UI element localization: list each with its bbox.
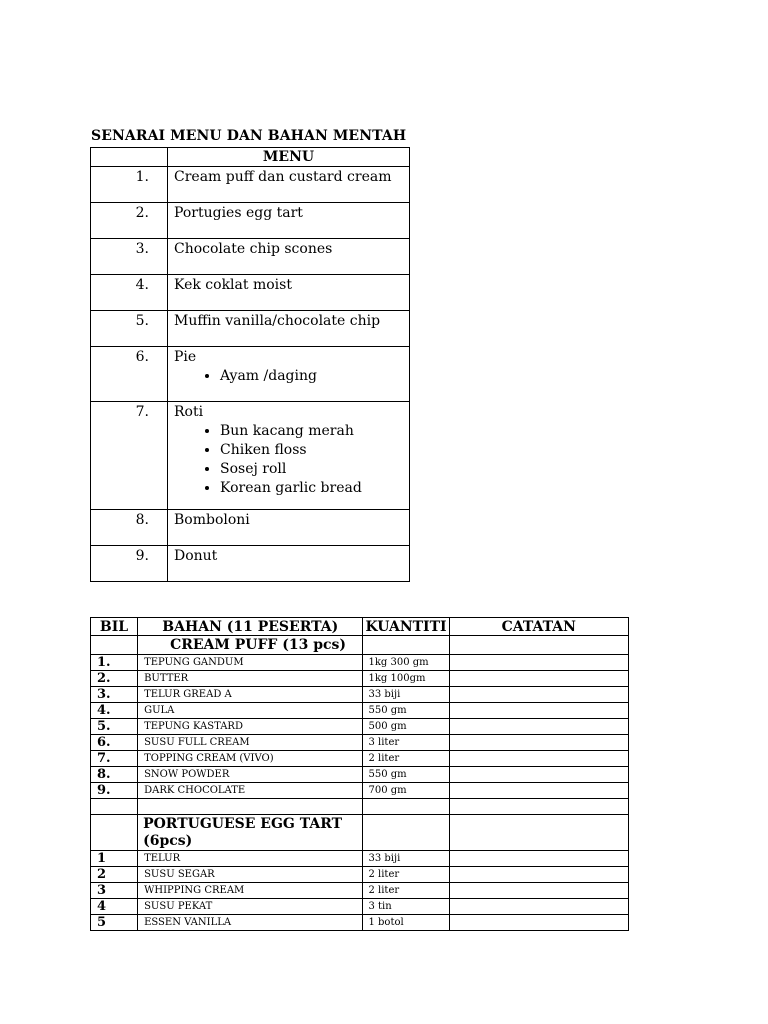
menu-item-label: Chocolate chip scones <box>174 241 333 257</box>
ingredient-quantity: 2 liter <box>363 751 449 767</box>
ingredient-row <box>91 867 629 883</box>
section-row-cream-puff <box>91 636 629 655</box>
ingredient-quantity: 500 gm <box>363 719 449 735</box>
ingredient-bil: 2 <box>91 867 138 883</box>
menu-item-cell <box>168 402 410 510</box>
ingredient-row <box>91 783 629 799</box>
menu-row <box>91 510 410 546</box>
ingredient-quantity: 3 liter <box>363 735 449 751</box>
ingredient-note <box>449 671 628 687</box>
ingredient-name: WHIPPING CREAM <box>138 883 363 899</box>
ingredients-table <box>90 617 629 931</box>
menu-item-label: Pie <box>174 349 197 365</box>
section-kuantiti-cell <box>363 815 449 851</box>
ingredient-bil: 3 <box>91 883 138 899</box>
menu-item-label: Muffin vanilla/chocolate chip <box>174 313 381 329</box>
menu-sub-item: • Ayam /daging <box>220 367 409 386</box>
menu-item-cell <box>168 311 410 347</box>
menu-number: 6. <box>91 347 168 402</box>
menu-item-cell <box>168 203 410 239</box>
menu-item-label: Kek coklat moist <box>174 277 292 293</box>
ingredient-note <box>449 883 628 899</box>
ingredient-row <box>91 883 629 899</box>
menu-sub-item: • Sosej roll <box>220 460 409 479</box>
section-bil-cell <box>91 815 138 851</box>
ingredient-quantity: 33 biji <box>363 687 449 703</box>
section-row-egg-tart <box>91 815 629 851</box>
ingredient-note <box>449 703 628 719</box>
section-bil-cell <box>91 636 138 655</box>
ingredient-row <box>91 671 629 687</box>
menu-row <box>91 167 410 203</box>
menu-item-cell <box>168 275 410 311</box>
menu-header-row <box>91 148 410 167</box>
ingredient-quantity: 1kg 100gm <box>363 671 449 687</box>
ingredient-name: SUSU SEGAR <box>138 867 363 883</box>
menu-row <box>91 311 410 347</box>
header-bil: BIL <box>91 618 138 636</box>
document-title: SENARAI MENU DAN BAHAN MENTAH <box>91 128 407 144</box>
ingredient-row <box>91 767 629 783</box>
menu-sub-item: • Korean garlic bread <box>220 479 409 498</box>
menu-number: 4. <box>91 275 168 311</box>
ingredients-body <box>91 636 629 931</box>
ingredient-note <box>449 851 628 867</box>
menu-sub-item: • Chiken floss <box>220 441 409 460</box>
menu-item-cell <box>168 347 410 402</box>
menu-item-label: Cream puff dan custard cream <box>174 169 392 185</box>
ingredient-note <box>449 899 628 915</box>
menu-sub-list <box>174 422 409 498</box>
ingredient-row <box>91 655 629 671</box>
ingredient-bil: 1 <box>91 851 138 867</box>
menu-row <box>91 239 410 275</box>
ingredient-quantity: 1kg 300 gm <box>363 655 449 671</box>
ingredient-note <box>449 655 628 671</box>
ingredient-quantity: 700 gm <box>363 783 449 799</box>
ingredient-name: DARK CHOCOLATE <box>138 783 363 799</box>
ingredient-row <box>91 915 629 931</box>
ingredient-name: ESSEN VANILLA <box>138 915 363 931</box>
ingredient-note <box>449 719 628 735</box>
ingredient-bil: 9. <box>91 783 138 799</box>
menu-row <box>91 275 410 311</box>
menu-number: 3. <box>91 239 168 275</box>
ingredient-quantity: 33 biji <box>363 851 449 867</box>
menu-table <box>90 147 410 582</box>
ingredient-bil: 2. <box>91 671 138 687</box>
blank-cell <box>363 799 449 815</box>
blank-cell <box>91 799 138 815</box>
ingredient-name: TELUR GREAD A <box>138 687 363 703</box>
ingredient-name: SUSU PEKAT <box>138 899 363 915</box>
menu-item-label: Bomboloni <box>174 512 250 528</box>
header-bahan: BAHAN (11 PESERTA) <box>138 618 363 636</box>
menu-number: 1. <box>91 167 168 203</box>
menu-number: 5. <box>91 311 168 347</box>
menu-item-label: Roti <box>174 404 204 420</box>
ingredient-row <box>91 851 629 867</box>
ingredient-note <box>449 915 628 931</box>
menu-sub-item: • Bun kacang merah <box>220 422 409 441</box>
ingredient-name: TEPUNG KASTARD <box>138 719 363 735</box>
ingredient-bil: 5. <box>91 719 138 735</box>
ingredient-name: SNOW POWDER <box>138 767 363 783</box>
section-catatan-cell <box>449 815 628 851</box>
ingredient-row <box>91 719 629 735</box>
menu-item-cell <box>168 239 410 275</box>
ingredients-header-row <box>91 618 629 636</box>
ingredient-quantity: 2 liter <box>363 867 449 883</box>
ingredient-row <box>91 735 629 751</box>
ingredient-bil: 3. <box>91 687 138 703</box>
blank-row <box>91 799 629 815</box>
menu-number: 2. <box>91 203 168 239</box>
ingredient-name: TOPPING CREAM (VIVO) <box>138 751 363 767</box>
menu-item-label: Portugies egg tart <box>174 205 303 221</box>
ingredient-name: SUSU FULL CREAM <box>138 735 363 751</box>
menu-body <box>91 167 410 582</box>
section-kuantiti-cell <box>363 636 449 655</box>
header-catatan: CATATAN <box>449 618 628 636</box>
section-title-cream-puff: CREAM PUFF (13 pcs) <box>138 636 363 655</box>
ingredient-quantity: 1 botol <box>363 915 449 931</box>
header-kuantiti: KUANTITI <box>363 618 449 636</box>
ingredient-note <box>449 735 628 751</box>
menu-row <box>91 546 410 582</box>
ingredient-quantity: 3 tin <box>363 899 449 915</box>
ingredient-name: BUTTER <box>138 671 363 687</box>
ingredient-row <box>91 751 629 767</box>
ingredient-quantity: 2 liter <box>363 883 449 899</box>
ingredient-quantity: 550 gm <box>363 703 449 719</box>
menu-item-cell <box>168 167 410 203</box>
menu-header-blank <box>91 148 168 167</box>
ingredient-bil: 6. <box>91 735 138 751</box>
menu-sub-list <box>174 367 409 386</box>
blank-cell <box>449 799 628 815</box>
ingredient-name: TEPUNG GANDUM <box>138 655 363 671</box>
section-catatan-cell <box>449 636 628 655</box>
ingredient-name: GULA <box>138 703 363 719</box>
ingredient-row <box>91 899 629 915</box>
ingredient-bil: 7. <box>91 751 138 767</box>
ingredient-bil: 1. <box>91 655 138 671</box>
ingredient-bil: 8. <box>91 767 138 783</box>
section-title-egg-tart: PORTUGUESE EGG TART (6pcs) <box>138 815 363 851</box>
menu-number: 8. <box>91 510 168 546</box>
menu-header: MENU <box>168 148 410 167</box>
ingredient-note <box>449 783 628 799</box>
ingredient-bil: 4. <box>91 703 138 719</box>
menu-number: 7. <box>91 402 168 510</box>
ingredient-note <box>449 751 628 767</box>
menu-item-label: Donut <box>174 548 218 564</box>
ingredient-row <box>91 687 629 703</box>
menu-row <box>91 402 410 510</box>
ingredient-note <box>449 867 628 883</box>
ingredient-bil: 4 <box>91 899 138 915</box>
ingredient-note <box>449 767 628 783</box>
menu-item-cell <box>168 510 410 546</box>
ingredient-bil: 5 <box>91 915 138 931</box>
menu-row <box>91 347 410 402</box>
ingredient-quantity: 550 gm <box>363 767 449 783</box>
ingredient-row <box>91 703 629 719</box>
menu-item-cell <box>168 546 410 582</box>
menu-number: 9. <box>91 546 168 582</box>
ingredient-name: TELUR <box>138 851 363 867</box>
ingredient-note <box>449 687 628 703</box>
blank-cell <box>138 799 363 815</box>
menu-row <box>91 203 410 239</box>
